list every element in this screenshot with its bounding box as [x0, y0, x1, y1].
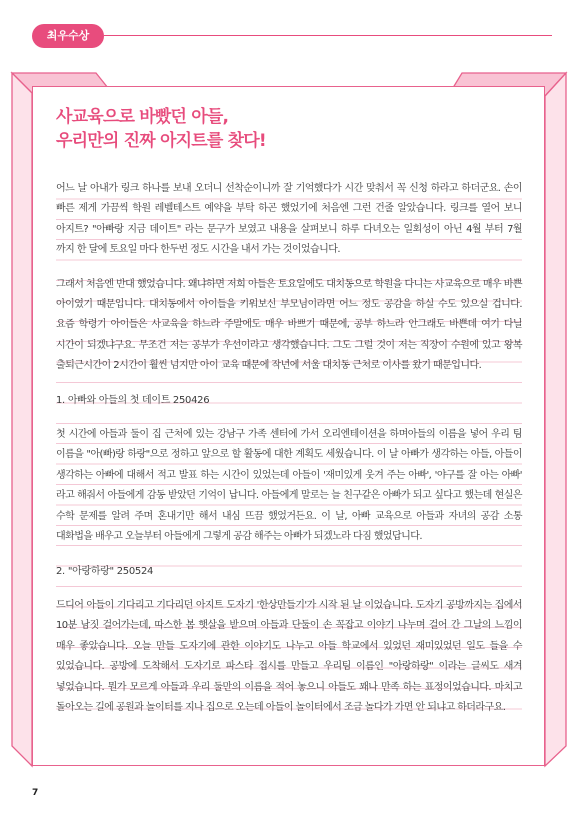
essay-content: [56, 98, 522, 732]
paragraph-pottery: 드디어 아들이 기다리고 기다리던 아지트 도자기 '한상만들기'가 시작 된 날 이었습니다. 도자기 공방까지는 집에서 10분 남짓 걸어가는데, 따스한 봄 햇살을 받으며 아들과 단둘이 손 꼭잡고 이야기 나누며 걸어 간 그날의 느낌이 매우 좋았습니다. 오늘 만들 도자기에 관한 이야기도 나누고 아들 학교에서 있었던 재미있었던 일도 들을 수 있었습니다. 공방에 도착해서 도자기로 파스타 접시를 만들고 우리팀 이름인 "아랑하랑" 이라는 글씨도 새겨 넣었습니다. 뭔가 모르게 아들과 우리 둘만의 이름을 적어 놓으니 아들도 꽤나 만족 하는 표정이었습니다. 마치고 돌아오는 길에 공원과 놀이터를 지나 집으로 오는데 아들이 놀이터에서 조금 놀다가 가면 안 되냐고 하더라구요.: [56, 599, 522, 713]
title-line-2: 우리만의 진짜 아지트를 찾다!: [56, 131, 266, 151]
essay-title: [56, 98, 522, 153]
paragraph-background: 그래서 처음엔 반대 했었습니다. 왜냐하면 저희 아들은 토요일에도 대치동으로 학원을 다니는 사교육으로 매우 바쁜 아이였기 때문입니다. 대치동에서 아이들을 키워보신 부모님이라면 어느 정도 공감을 하실 수도 있으실 겁니다. 요즘 학령기 아이들은 사교육을 하느라 주말에도 매우 바쁘기 때문에, 공부 하느라 안그래도 바쁜데 여기 다닐 시간이 되겠냐구요. 무조건 저는 공부가 우선이라고 생각했습니다. 그도 그럴 것이 저는 직장이 수원에 있고 왕복 출퇴근시간이 2시간이 훨씬 넘지만 아이 교육 때문에 작년에 서울 대치동 근처로 이사를 왔기 때문입니다.: [56, 278, 522, 372]
section-heading-1: 1. 아빠와 아들의 첫 데이트 250426: [56, 394, 210, 406]
lined-body: [56, 179, 522, 718]
section-heading-2: 2. "아랑하랑" 250524: [56, 565, 154, 577]
award-badge: 최우수상: [32, 24, 104, 48]
paragraph-intro: 어느 날 아내가 링크 하나를 보내 오더니 선착순이니까 잘 기억했다가 시간 맞춰서 꼭 신청 하라고 하더군요. 손이 빠른 제게 가끔씩 학원 레벨테스트 예약을 부탁 하곤 했었기에 처음엔 그런 건줄 알았습니다. 링크를 열어 보니 아지트? "아빠랑 지금 데이트" 라는 문구가 보였고 내용을 살펴보니 하루 다녀오는 일회성이 아닌 4월 부터 7월 까지 한 달에 토요일 마다 한두번 정도 시간을 내서 가는 것이었습니다.: [56, 183, 522, 256]
paragraph-first-date: 첫 시간에 아들과 둘이 집 근처에 있는 강남구 가족 센터에 가서 오리엔테이션을 하며아들의 이름을 넣어 우리 팀 이름을 "아(빠)랑 하랑"으로 정하고 앞으로 할 활동에 대한 계획도 세웠습니다. 이 날 아빠가 생각하는 아들, 아들이 생각하는 아빠에 대해서 적고 발표 하는 시간이 있었는데 아들이 '재미있게 웃겨 주는 아빠', '야구를 잘 아는 아빠' 라고 해줘서 아들에게 감동 받았던 기억이 납니다. 아들에게 말로는 늘 친구같은 아빠가 되고 싶다고 했는데 현실은 수학 문제를 알려 주며 혼내기만 해서 내심 뜨끔 했었거든요. 이 날, 아빠 교육으로 아들과 자녀의 공감 소통 대화법을 배우고 오늘부터 아들에게 그렇게 공감 해주는 아빠가 되겠노라 다짐 했었답니다.: [56, 429, 522, 543]
page-number: 7: [32, 788, 39, 798]
title-line-1: 사교육으로 바빴던 아들,: [56, 107, 229, 127]
paper-fold-right-side: [545, 73, 566, 766]
paper-fold-left-side: [12, 73, 32, 766]
